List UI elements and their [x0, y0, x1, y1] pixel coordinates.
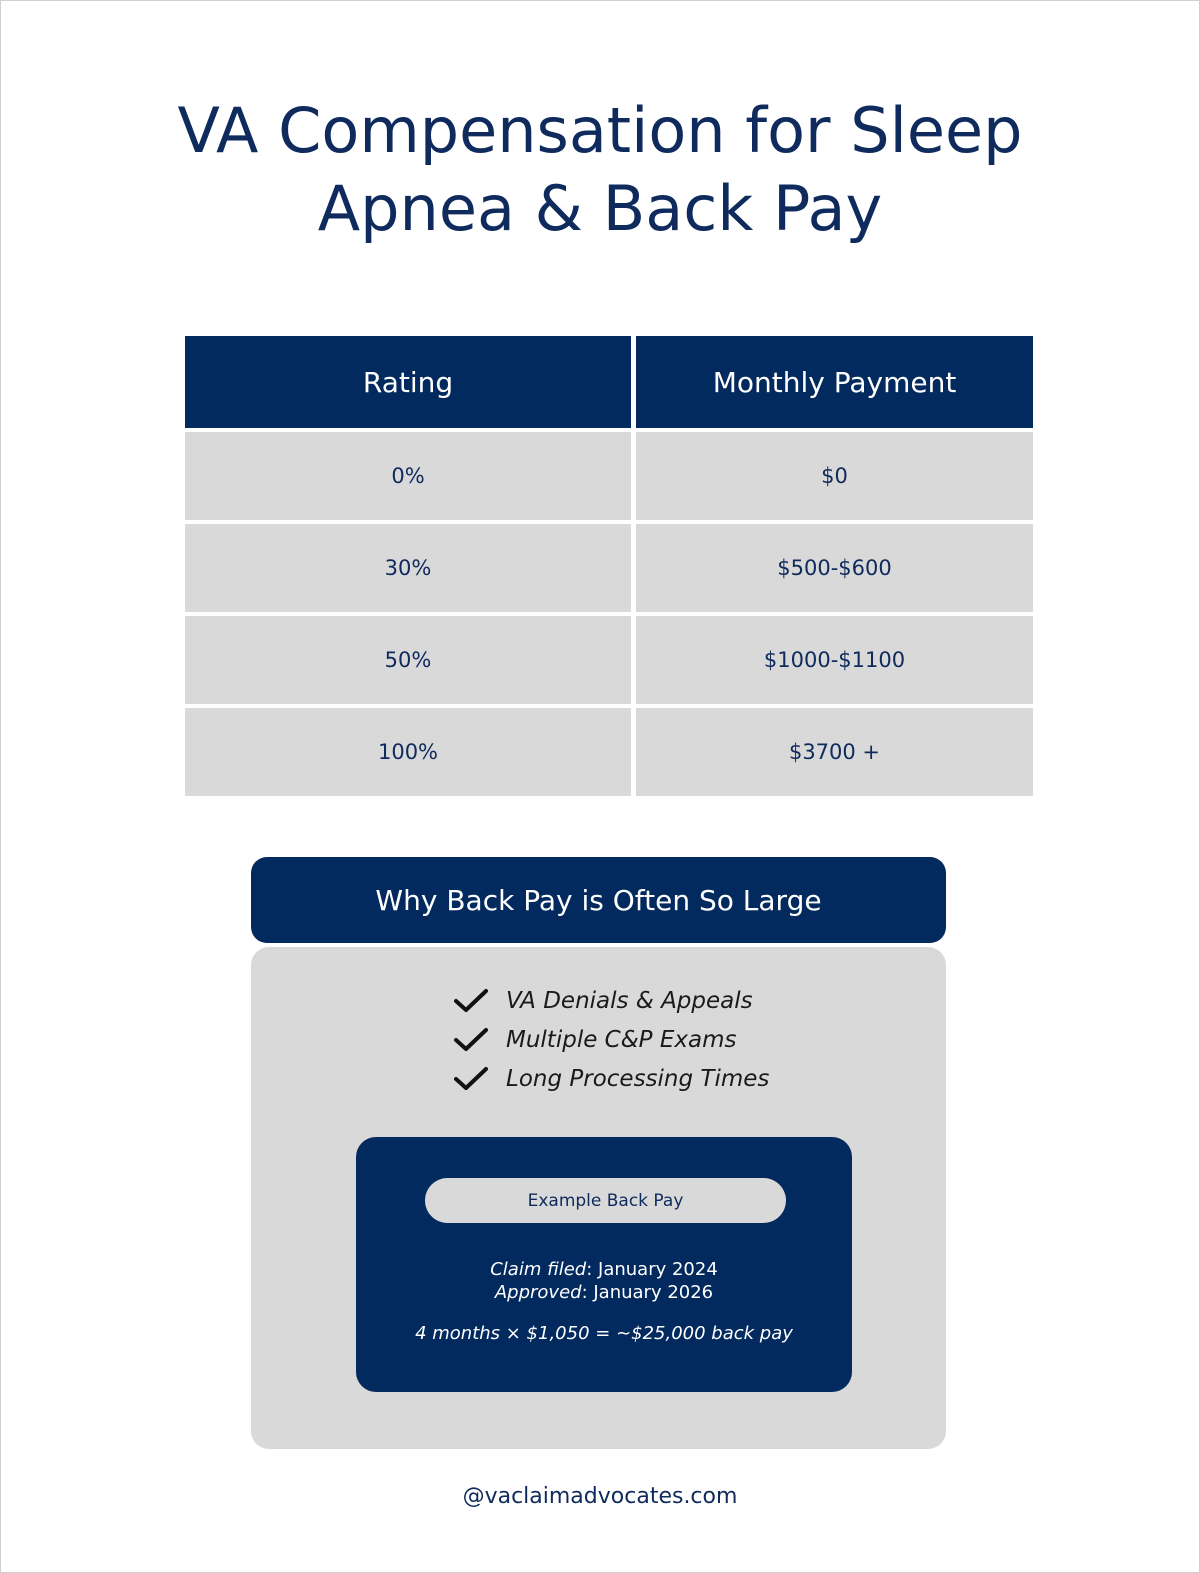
table-row — [185, 432, 1033, 520]
rating-cell: 50% — [185, 616, 631, 704]
table-row — [185, 708, 1033, 796]
rating-cell: 100% — [185, 708, 631, 796]
example-back-pay-label: Example Back Pay — [425, 1178, 786, 1223]
reason-text: VA Denials & Appeals — [506, 987, 753, 1014]
approved-label: Approved — [494, 1282, 582, 1303]
column-header-monthly-payment: Monthly Payment — [636, 336, 1033, 428]
column-header-rating: Rating — [185, 336, 631, 428]
table-row — [185, 616, 1033, 704]
page-title: VA Compensation for Sleep Apnea & Back Pay — [177, 94, 1023, 245]
reasons-list — [454, 981, 769, 1098]
calculation-line: 4 months × $1,050 = ~$25,000 back pay — [415, 1323, 793, 1344]
claim-filed-line — [356, 1259, 852, 1280]
checkmark-icon — [454, 1066, 488, 1092]
reason-text: Long Processing Times — [506, 1065, 770, 1092]
example-back-pay-box — [356, 1137, 852, 1392]
claim-filed-value: : January 2024 — [586, 1259, 718, 1280]
checkmark-icon — [454, 988, 488, 1014]
list-item — [454, 981, 769, 1020]
table-header-row — [185, 336, 1033, 428]
why-back-pay-header: Why Back Pay is Often So Large — [251, 857, 946, 943]
payment-cell: $3700 + — [636, 708, 1033, 796]
compensation-table — [185, 336, 1033, 800]
reason-text: Multiple C&P Exams — [506, 1026, 737, 1053]
why-back-pay-panel — [251, 947, 946, 1449]
payment-cell: $0 — [636, 432, 1033, 520]
approved-value: : January 2026 — [581, 1282, 714, 1303]
list-item — [454, 1020, 769, 1059]
table-row — [185, 524, 1033, 612]
rating-cell: 30% — [185, 524, 631, 612]
checkmark-icon — [454, 1027, 488, 1053]
footer-handle: @vaclaimadvocates.com — [462, 1484, 738, 1509]
payment-cell: $500-$600 — [636, 524, 1033, 612]
rating-cell: 0% — [185, 432, 631, 520]
approved-line — [356, 1282, 852, 1303]
list-item — [454, 1059, 769, 1098]
payment-cell: $1000-$1100 — [636, 616, 1033, 704]
claim-filed-label: Claim filed — [490, 1259, 587, 1280]
